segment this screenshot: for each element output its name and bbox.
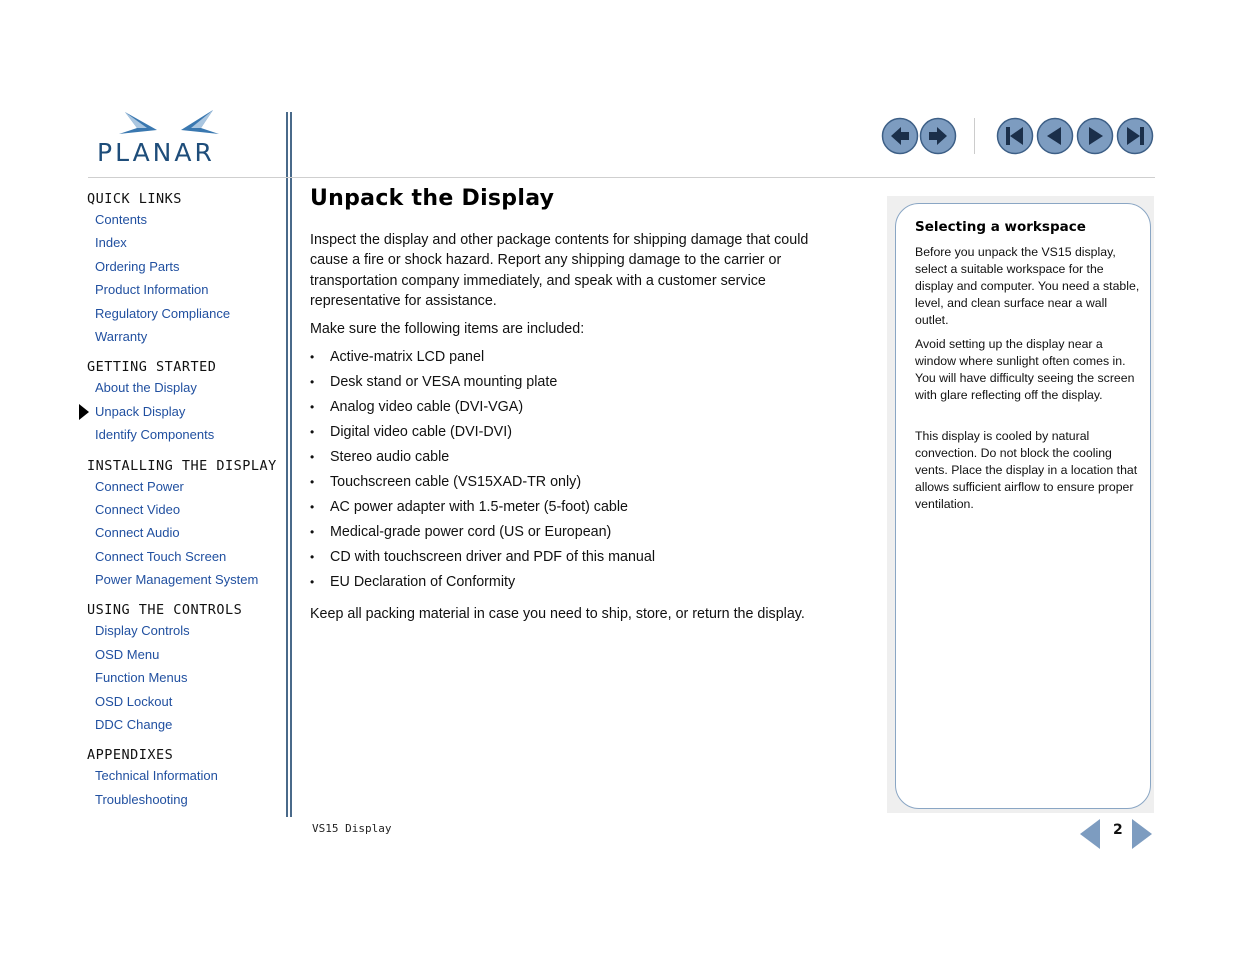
forward-icon[interactable]: [919, 117, 957, 155]
toolbar-separator: [974, 118, 975, 154]
sidebar-link-connect-power[interactable]: Connect Power: [95, 478, 184, 494]
bullet-icon: •: [310, 375, 315, 389]
sidebar-link-warranty[interactable]: Warranty: [95, 328, 148, 344]
list-item: [310, 371, 850, 396]
intro-paragraph: Inspect the display and other package contents for shipping damage that could cause a fire or shock hazard. Report any shipping damage to the carrier or transportation company immediately, and speak with a customer service representative for assistance.: [310, 232, 809, 309]
page-number: 2: [1113, 822, 1123, 838]
first-page-icon[interactable]: [996, 117, 1034, 155]
list-item-text: EU Declaration of Conformity: [330, 574, 516, 590]
list-item-text: Desk stand or VESA mounting plate: [330, 374, 558, 390]
note-title: Selecting a workspace: [915, 219, 1086, 235]
sidebar-link-product-information[interactable]: Product Information: [95, 282, 209, 298]
bullet-icon: •: [310, 500, 315, 514]
items-lead-paragraph: Make sure the following items are included:: [310, 321, 585, 337]
section-quick-links: [87, 190, 287, 348]
list-item-text: AC power adapter with 1.5-meter (5-foot) cable: [330, 499, 628, 515]
list-item-text: CD with touchscreen driver and PDF of this manual: [330, 549, 655, 565]
sidebar-link-connect-audio[interactable]: Connect Audio: [95, 525, 180, 541]
sidebar-link-regulatory-compliance[interactable]: Regulatory Compliance: [95, 305, 231, 321]
bullet-icon: •: [310, 550, 315, 564]
section-getting-started: [87, 358, 287, 446]
sidebar-link-connect-touch-screen[interactable]: Connect Touch Screen: [95, 548, 227, 564]
bullet-icon: •: [310, 400, 315, 414]
sidebar-link-display-controls[interactable]: Display Controls: [95, 623, 190, 639]
bullet-icon: •: [310, 525, 315, 539]
list-item: [310, 546, 850, 571]
current-page-pointer-icon: [79, 404, 89, 420]
note-paragraph: Avoid setting up the display near a window where sunlight often comes in. You will have difficulty seeing the screen with glare reflecting off the display.: [915, 337, 1135, 402]
sidebar-link-technical-information[interactable]: Technical Information: [95, 768, 218, 784]
list-item: [310, 346, 850, 371]
sidebar-nav: [87, 190, 287, 811]
sidebar-link-osd-lockout[interactable]: OSD Lockout: [95, 693, 173, 709]
bullet-icon: •: [310, 575, 315, 589]
sidebar-link-ddc-change[interactable]: DDC Change: [95, 717, 173, 733]
sidebar-link-unpack-display[interactable]: [87, 400, 287, 423]
section-heading: USING THE CONTROLS: [87, 602, 243, 619]
package-contents-list: [310, 346, 850, 596]
list-item: [310, 571, 850, 596]
page-title: Unpack the Display: [310, 186, 555, 211]
section-heading: GETTING STARTED: [87, 359, 217, 376]
sidebar-link-connect-video[interactable]: Connect Video: [95, 501, 181, 517]
section-using-controls: [87, 601, 287, 736]
list-item-text: Touchscreen cable (VS15XAD-TR only): [330, 474, 582, 490]
back-icon[interactable]: [881, 117, 919, 155]
section-heading: QUICK LINKS: [87, 191, 182, 207]
sidebar-link-index[interactable]: Index: [95, 235, 127, 251]
list-item: [310, 496, 850, 521]
sidebar-link-ordering-parts[interactable]: Ordering Parts: [95, 258, 180, 274]
sidebar-link-power-management[interactable]: Power Management System: [95, 572, 259, 588]
list-item-text: Analog video cable (DVI-VGA): [330, 399, 524, 415]
next-page-icon[interactable]: [1076, 117, 1114, 155]
note-paragraph: This display is cooled by natural convection. Do not block the cooling vents. Place the display in a location that allows sufficient airflow to ensure proper ventilation.: [915, 429, 1138, 511]
sidebar-divider-inner: [290, 112, 292, 817]
footer-doc-name: VS15 Display: [312, 822, 392, 835]
section-heading: INSTALLING THE DISPLAY: [87, 457, 277, 474]
list-item-text: Medical-grade power cord (US or European): [330, 524, 612, 540]
previous-page-arrow-icon[interactable]: [1080, 819, 1102, 849]
list-item: [310, 421, 850, 446]
list-item: [310, 446, 850, 471]
list-item-text: Active-matrix LCD panel: [330, 349, 485, 365]
section-installing: [87, 457, 287, 592]
bullet-icon: •: [310, 475, 315, 489]
list-item-text: Digital video cable (DVI-DVI): [330, 424, 512, 440]
bullet-icon: •: [310, 350, 315, 364]
sidebar-link-contents[interactable]: Contents: [95, 212, 148, 227]
last-page-icon[interactable]: [1116, 117, 1154, 155]
section-heading: APPENDIXES: [87, 747, 174, 764]
bullet-icon: •: [310, 450, 315, 464]
sidebar-link-osd-menu[interactable]: OSD Menu: [95, 646, 160, 662]
note-paragraph: Before you unpack the VS15 display, select a suitable workspace for the display and computer. You need a stable, level, and clean surface near a wall outlet.: [915, 245, 1140, 327]
bullet-icon: •: [310, 425, 315, 439]
previous-page-icon[interactable]: [1036, 117, 1074, 155]
list-item: [310, 471, 850, 496]
sidebar-link-about-display[interactable]: About the Display: [95, 380, 197, 396]
sidebar-link-identify-components[interactable]: Identify Components: [95, 427, 215, 443]
header-rule: [88, 177, 1155, 178]
section-appendixes: [87, 746, 287, 811]
sidebar-link-troubleshooting[interactable]: Troubleshooting: [95, 791, 188, 807]
list-item: [310, 521, 850, 546]
list-item: [310, 396, 850, 421]
logo-wordmark: PLANAR: [97, 138, 215, 167]
list-item-text: Stereo audio cable: [330, 449, 450, 465]
sidebar-link-function-menus[interactable]: Function Menus: [95, 670, 188, 686]
sidebar-link-label: Unpack Display: [95, 403, 186, 419]
next-page-arrow-icon[interactable]: [1130, 819, 1152, 849]
closing-paragraph: Keep all packing material in case you need to ship, store, or return the display.: [310, 606, 805, 622]
